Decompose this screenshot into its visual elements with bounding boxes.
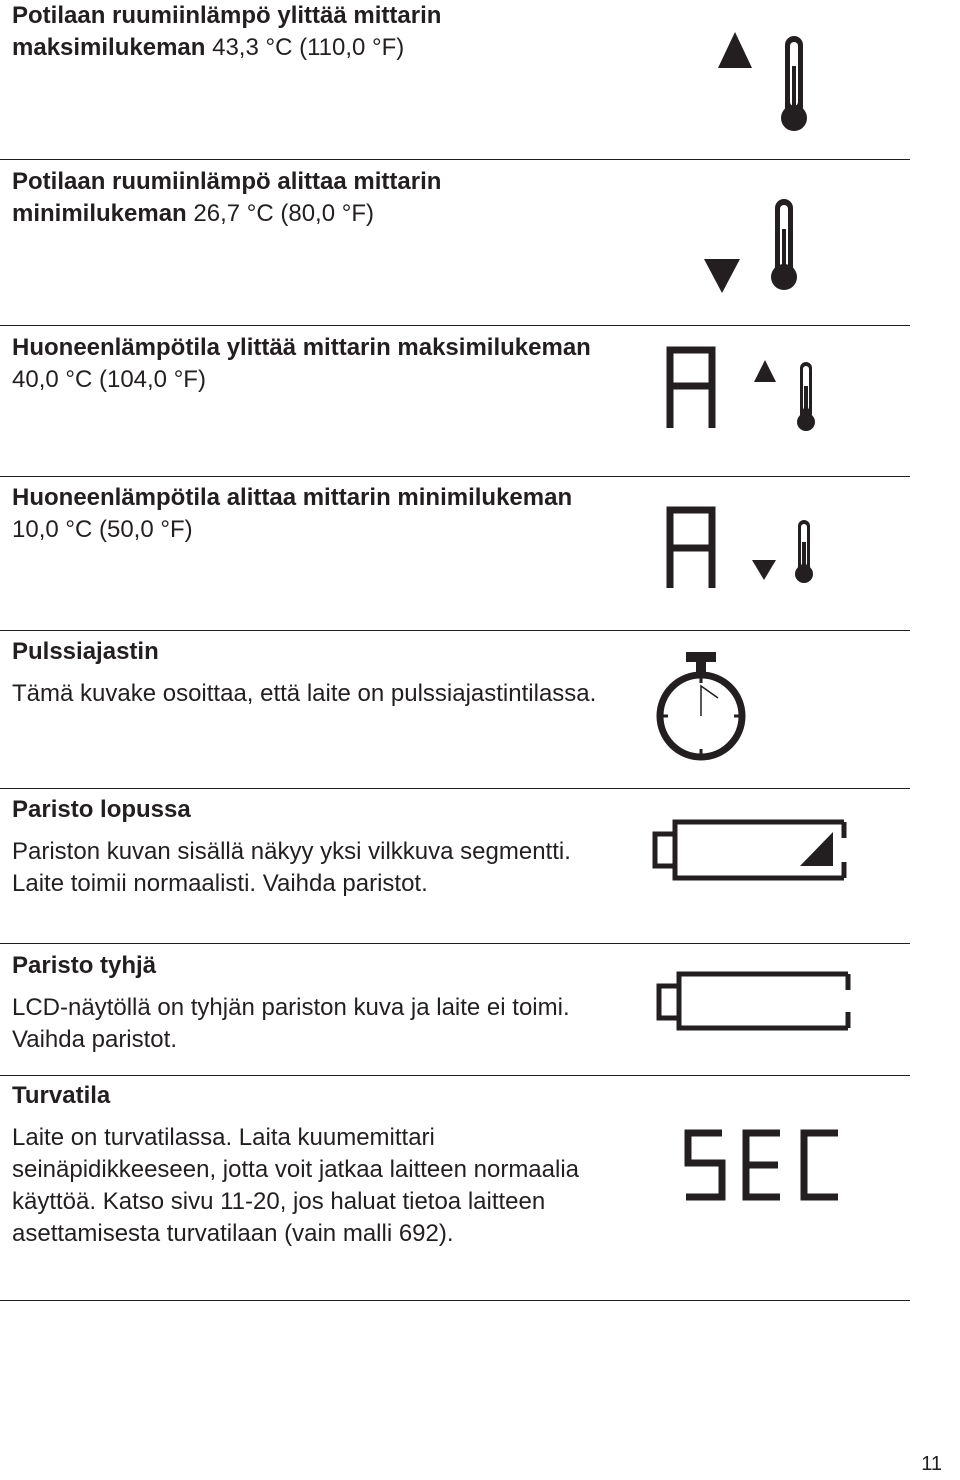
row-pulse-timer-heading: Pulssiajastin bbox=[12, 638, 159, 665]
row-low-room-temp-value: 10,0 °C (50,0 °F) bbox=[12, 516, 193, 543]
separator bbox=[0, 1075, 910, 1076]
row-battery-low-desc: Pariston kuvan sisällä näkyy yksi vilkkuva segmentti. Laite toimii normaalisti. Vaihda paristot. bbox=[12, 838, 571, 897]
row-high-body-temp-title: Potilaan ruumiinlämpö ylittää mittarin maksimilukeman bbox=[12, 2, 442, 61]
row-pulse-timer-desc: Tämä kuvake osoittaa, että laite on pulssiajastintilassa. bbox=[12, 680, 597, 707]
separator bbox=[0, 630, 910, 631]
row-pulse-timer bbox=[12, 636, 622, 710]
ambient-high-icon bbox=[660, 342, 830, 437]
page-number: 11 bbox=[921, 1453, 942, 1475]
row-high-room-temp bbox=[12, 332, 622, 396]
battery-empty-icon bbox=[654, 970, 854, 1036]
row-security-mode-heading: Turvatila bbox=[12, 1082, 111, 1109]
row-battery-empty-heading: Paristo tyhjä bbox=[12, 952, 157, 979]
thermometer-up-icon bbox=[700, 28, 840, 138]
row-low-body-temp-value: 26,7 °C (80,0 °F) bbox=[193, 200, 374, 227]
separator bbox=[0, 1300, 910, 1301]
row-high-room-temp-value: 40,0 °C (104,0 °F) bbox=[12, 366, 206, 393]
row-battery-empty-desc: LCD-näytöllä on tyhjän pariston kuva ja laite ei toimi. Vaihda paristot. bbox=[12, 994, 570, 1053]
row-high-room-temp-title: Huoneenlämpötila ylittää mittarin maksimilukeman bbox=[12, 334, 591, 361]
row-high-body-temp-value: 43,3 °C (110,0 °F) bbox=[212, 34, 405, 61]
sec-lcd-icon bbox=[680, 1125, 845, 1205]
separator bbox=[0, 476, 910, 477]
row-low-room-temp bbox=[12, 482, 622, 546]
ambient-low-icon bbox=[660, 500, 830, 595]
separator bbox=[0, 325, 910, 326]
row-security-mode bbox=[12, 1080, 622, 1250]
separator bbox=[0, 159, 910, 160]
row-high-body-temp bbox=[12, 0, 622, 64]
separator bbox=[0, 943, 910, 944]
row-battery-low-heading: Paristo lopussa bbox=[12, 796, 191, 823]
row-battery-empty bbox=[12, 950, 622, 1056]
row-low-body-temp-title: Potilaan ruumiinlämpö alittaa mittarin minimilukeman bbox=[12, 168, 442, 227]
row-low-room-temp-title: Huoneenlämpötila alittaa mittarin minimilukeman bbox=[12, 484, 573, 511]
row-security-mode-desc: Laite on turvatilassa. Laita kuumemittari seinäpidikkeeseen, jotta voit jatkaa laitteen normaalia käyttöä. Katso sivu 11-20, jos haluat tietoa laitteen asettamisesta turvatilaan (vain malli 692). bbox=[12, 1124, 580, 1247]
battery-low-icon bbox=[650, 818, 850, 884]
row-low-body-temp bbox=[12, 166, 622, 230]
thermometer-down-icon bbox=[700, 195, 840, 300]
row-battery-low bbox=[12, 794, 622, 900]
separator bbox=[0, 788, 910, 789]
stopwatch-icon bbox=[650, 650, 750, 765]
